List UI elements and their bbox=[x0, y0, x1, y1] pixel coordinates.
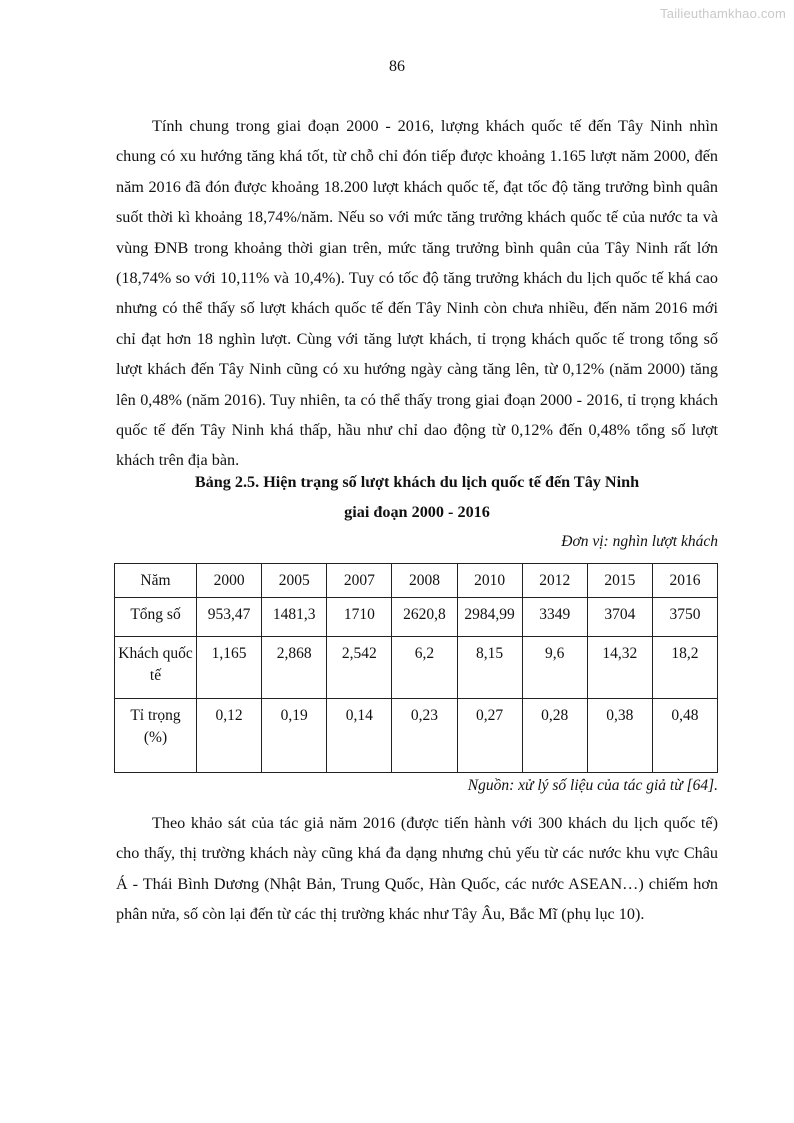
row-label: Tổng số bbox=[115, 598, 197, 637]
table-cell: 0,14 bbox=[327, 699, 392, 773]
unit-note: Đơn vị: nghìn lượt khách bbox=[561, 533, 718, 550]
table-cell: 3349 bbox=[522, 598, 587, 637]
table-row-total-visitors bbox=[115, 598, 718, 637]
visitor-statistics-table bbox=[114, 563, 718, 773]
table-caption-subtitle: giai đoạn 2000 - 2016 bbox=[344, 503, 490, 521]
table-cell: 0,38 bbox=[587, 699, 652, 773]
table-cell: 2,542 bbox=[327, 637, 392, 699]
table-cell: 1481,3 bbox=[262, 598, 327, 637]
table-caption-title: Bảng 2.5. Hiện trạng số lượt khách du lịch quốc tế đến Tây Ninh bbox=[194, 473, 640, 491]
header-cell-year: 2000 bbox=[197, 564, 262, 598]
source-note: Nguồn: xử lý số liệu của tác giả từ [64]. bbox=[467, 777, 718, 794]
table-cell: 2,868 bbox=[262, 637, 327, 699]
table-cell: 0,27 bbox=[457, 699, 522, 773]
table-cell: 1,165 bbox=[197, 637, 262, 699]
header-cell-year: 2016 bbox=[652, 564, 717, 598]
table-cell: 953,47 bbox=[197, 598, 262, 637]
table-cell: 2984,99 bbox=[457, 598, 522, 637]
header-cell-year: 2008 bbox=[392, 564, 457, 598]
header-cell-year: 2005 bbox=[262, 564, 327, 598]
table-cell: 9,6 bbox=[522, 637, 587, 699]
watermark-text: Tailieuthamkhao.com bbox=[660, 6, 786, 21]
table-cell: 8,15 bbox=[457, 637, 522, 699]
table-cell: 0,19 bbox=[262, 699, 327, 773]
table-cell: 0,28 bbox=[522, 699, 587, 773]
header-cell-year: 2007 bbox=[327, 564, 392, 598]
header-cell-year: 2012 bbox=[522, 564, 587, 598]
body-paragraph-1: Tính chung trong giai đoạn 2000 - 2016, lượng khách quốc tế đến Tây Ninh nhìn chung có xu hướng tăng khá tốt, từ chỗ chỉ đón tiếp được khoảng 1.165 lượt năm 2000, đến năm 2016 đã đón được khoảng 18.200 lượt khách quốc tế, đạt tốc độ tăng trưởng bình quân suốt thời kì khoảng 18,74%/năm. Nếu so với mức tăng trưởng khách quốc tế của nước ta và vùng ĐNB trong khoảng thời gian trên, mức tăng trưởng bình quân của Tây Ninh rất lớn (18,74% so với 10,11% và 10,4%). Tuy có tốc độ tăng trưởng khách du lịch quốc tế khá cao nhưng có thể thấy số lượt khách quốc tế đến Tây Ninh còn chưa nhiều, đến năm 2016 mới chỉ đạt hơn 18 nghìn lượt. Cùng với tăng lượt khách, tỉ trọng khách quốc tế trong tổng số lượt khách đến Tây Ninh cũng có xu hướng ngày càng tăng lên, từ 0,12% (năm 2000) tăng lên 0,48% (năm 2016). Tuy nhiên, ta có thể thấy trong giai đoạn 2000 - 2016, tỉ trọng khách quốc tế đến Tây Ninh khá thấp, hầu như chỉ dao động từ 0,12% đến 0,48% tổng số lượt khách trên địa bàn. bbox=[116, 117, 718, 470]
table-cell: 18,2 bbox=[652, 637, 717, 699]
table-cell: 0,48 bbox=[652, 699, 717, 773]
row-label: Khách quốc tế bbox=[115, 637, 197, 699]
table-cell: 14,32 bbox=[587, 637, 652, 699]
table-row-international-visitors bbox=[115, 637, 718, 699]
header-cell-label: Năm bbox=[115, 564, 197, 598]
table-cell: 3750 bbox=[652, 598, 717, 637]
table-cell: 1710 bbox=[327, 598, 392, 637]
body-paragraph-2: Theo khảo sát của tác giả năm 2016 (được tiến hành với 300 khách du lịch quốc tế) cho thấy, thị trường khách này cũng khá đa dạng nhưng chủ yếu từ các nước khu vực Châu Á - Thái Bình Dương (Nhật Bản, Trung Quốc, Hàn Quốc, các nước ASEAN…) chiếm hơn phân nửa, số còn lại đến từ các thị trường khác như Tây Âu, Bắc Mĩ (phụ lục 10). bbox=[116, 814, 718, 924]
table-cell: 0,12 bbox=[197, 699, 262, 773]
table-row-share-percent bbox=[115, 699, 718, 773]
table-cell: 0,23 bbox=[392, 699, 457, 773]
header-cell-year: 2015 bbox=[587, 564, 652, 598]
header-cell-year: 2010 bbox=[457, 564, 522, 598]
table-cell: 2620,8 bbox=[392, 598, 457, 637]
row-label: Tỉ trọng (%) bbox=[115, 699, 197, 773]
table-header-row bbox=[115, 564, 718, 598]
page-number: 86 bbox=[389, 58, 405, 75]
table-cell: 6,2 bbox=[392, 637, 457, 699]
table-cell: 3704 bbox=[587, 598, 652, 637]
